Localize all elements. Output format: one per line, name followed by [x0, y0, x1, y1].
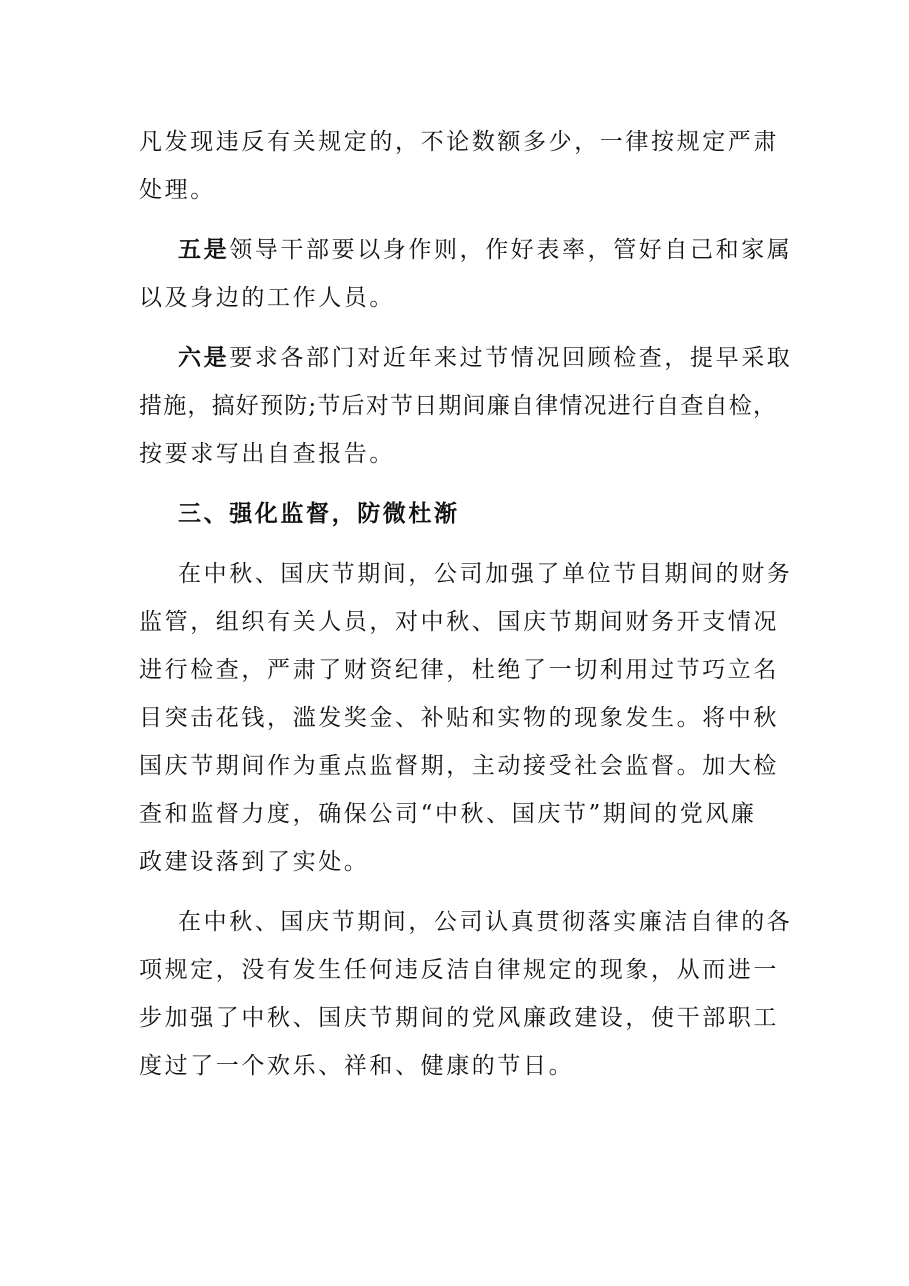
paragraph-conclusion: [139, 898, 793, 1090]
paragraph-supervision: [139, 550, 793, 886]
text-line: 目突击花钱，滥发奖金、补贴和实物的现象发生。将中秋: [139, 705, 779, 731]
text-line: 项规定，没有发生任何违反洁自律规定的现象，从而进一: [139, 957, 779, 983]
text-line: 凡发现违反有关规定的，不论数额多少，一律按规定严肃: [139, 129, 779, 155]
text-line: 在中秋、国庆节期间，公司认真贯彻落实廉洁自律的各: [178, 909, 793, 935]
paragraph-item-five: [139, 226, 793, 322]
paragraph-item-six: [139, 334, 793, 478]
text-line: 处理。: [139, 177, 216, 203]
text-line: 在中秋、国庆节期间，公司加强了单位节目期间的财务: [178, 561, 793, 587]
text-line: [139, 334, 793, 382]
text-line: 步加强了中秋、国庆节期间的党风廉政建设，使干部职工: [139, 1005, 779, 1031]
text-line: 政建设落到了实处。: [139, 849, 370, 875]
item-label: 五是: [178, 236, 230, 263]
paragraph-continuation: [139, 118, 779, 214]
text-line: 监管，组织有关人员，对中秋、国庆节期间财务开支情况: [139, 609, 779, 635]
text-line: 度过了一个欢乐、祥和、健康的节日。: [139, 1053, 575, 1079]
text-line: 国庆节期间作为重点监督期，主动接受社会监督。加大检: [139, 753, 779, 779]
document-body: [139, 118, 793, 1090]
text-line: 以及身边的工作人员。: [139, 285, 395, 311]
text-line: 按要求写出自查报告。: [139, 441, 395, 467]
item-text: 领导干部要以身作则，作好表率，管好自己和家属: [229, 237, 793, 263]
section-heading: 三、强化监督，防微杜渐: [178, 500, 460, 527]
text-line: 进行检查，严肃了财资纪律，杜绝了一切利用过节巧立名: [139, 657, 779, 683]
item-label: 六是: [178, 344, 230, 371]
item-text: 要求各部门对近年来过节情况回顾检查，提早采取: [229, 345, 793, 371]
text-line: [139, 226, 793, 274]
text-line: 查和监督力度，确保公司“中秋、国庆节”期间的党风廉: [139, 801, 757, 827]
text-line: 措施，搞好预防;节后对节日期间廉自律情况进行自查自检，: [139, 393, 778, 419]
